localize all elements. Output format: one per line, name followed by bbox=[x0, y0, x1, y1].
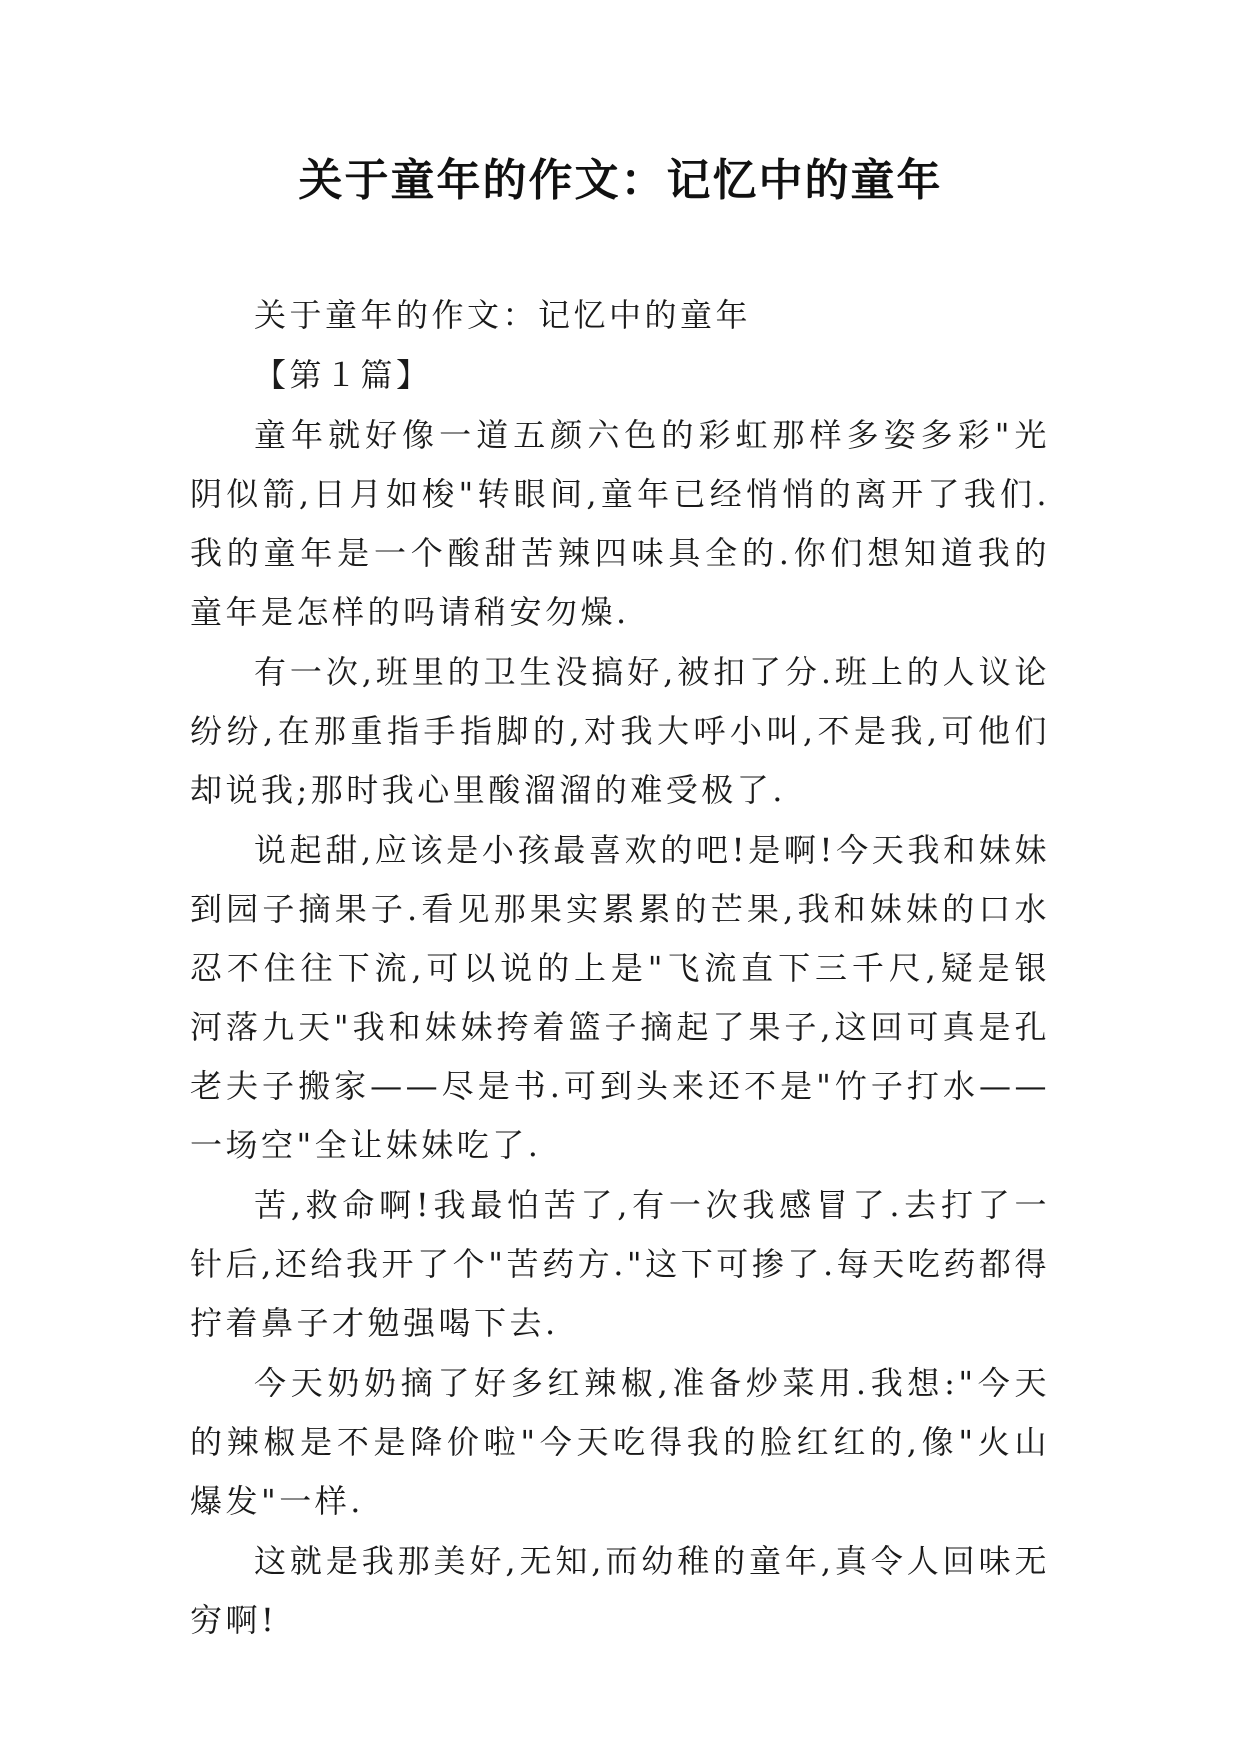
body-paragraph: 说起甜,应该是小孩最喜欢的吧!是啊!今天我和妹妹到园子摘果子.看见那果实累累的芒果,我和妹妹的口水忍不住往下流,可以说的上是"飞流直下三千尺,疑是银河落九天"我和妹妹挎着篮子摘起了果子,这回可真是孔老夫子搬家——尽是书.可到头来还不是"竹子打水——一场空"全让妹妹吃了. bbox=[190, 831, 1050, 1164]
section-heading: 【第１篇】 bbox=[254, 356, 432, 394]
body-paragraph: 童年就好像一道五颜六色的彩虹那样多姿多彩"光阴似箭,日月如梭"转眼间,童年已经悄悄的离开了我们.我的童年是一个酸甜苦辣四味具全的.你们想知道我的童年是怎样的吗请稍安勿燥. bbox=[190, 416, 1050, 631]
document-title: 关于童年的作文：记忆中的童年 bbox=[298, 155, 943, 206]
document-body bbox=[190, 286, 1050, 1650]
body-paragraph: 有一次,班里的卫生没搞好,被扣了分.班上的人议论纷纷,在那重指手指脚的,对我大呼小叫,不是我,可他们却说我;那时我心里酸溜溜的难受极了. bbox=[190, 653, 1050, 809]
body-paragraph: 苦,救命啊!我最怕苦了,有一次我感冒了.去打了一针后,还给我开了个"苦药方."这下可掺了.每天吃药都得拧着鼻子才勉强喝下去. bbox=[190, 1186, 1050, 1342]
body-paragraph: 今天奶奶摘了好多红辣椒,准备炒菜用.我想:"今天的辣椒是不是降价啦"今天吃得我的脸红红的,像"火山爆发"一样. bbox=[190, 1364, 1050, 1520]
subtitle-paragraph: 关于童年的作文：记忆中的童年 bbox=[254, 296, 752, 334]
body-paragraph: 这就是我那美好,无知,而幼稚的童年,真令人回味无穷啊! bbox=[190, 1542, 1050, 1639]
